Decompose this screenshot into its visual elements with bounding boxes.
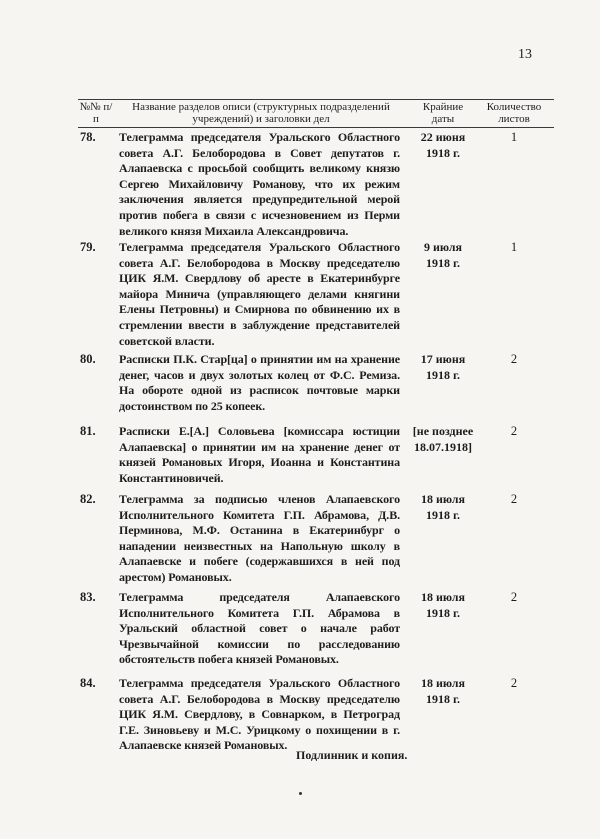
entry-number: 84. bbox=[80, 676, 96, 690]
ink-dot bbox=[299, 792, 302, 795]
entry-sheets: 2 bbox=[510, 676, 518, 690]
entry-sheets: 2 bbox=[510, 352, 518, 366]
entry-dates: [не позднее 18.07.1918] bbox=[412, 424, 474, 454]
entry-dates: 9 июля 1918 г. bbox=[423, 240, 462, 270]
entry-dates: 18 июля 1918 г. bbox=[420, 676, 465, 706]
entry-dates: 18 июля 1918 г. bbox=[420, 492, 465, 522]
entry-sheets: 2 bbox=[510, 492, 518, 506]
entry-number: 79. bbox=[80, 240, 96, 254]
entry-dates: 18 июля 1918 г. bbox=[420, 590, 465, 620]
entry-title: Телеграмма председателя Уральского Областного совета А.Г. Белобородова в Москву председателю ЦИК Я.М. Свердлову об аресте в Екатеринбурге майора Минича (управляющего делами княгини Елены Петровны) и Смирнова по обвинению их в стремлении ввести в заблуждение представителей советской власти. bbox=[119, 240, 400, 348]
entry-sheets: 2 bbox=[510, 590, 518, 604]
header-bottom-rule bbox=[78, 127, 554, 128]
page-number: 13 bbox=[518, 47, 532, 62]
entry-title: Расписки Е.[А.] Соловьева [комиссара юстиции Алапаевска] о принятии им на хранение денег от князей Романовых Игоря, Иоанна и Константина Константиновичей. bbox=[119, 424, 400, 485]
header-number: №№ п/п bbox=[79, 101, 113, 125]
header-title: Название разделов описи (структурных подразделений учреждений) и заголовки дел bbox=[132, 101, 390, 125]
footer-note: Подлинник и копия. bbox=[296, 748, 408, 762]
entry-number: 78. bbox=[80, 130, 96, 144]
entry-title: Телеграмма за подписью членов Алапаевского Исполнительного Комитета Г.П. Абрамова, Д.В. Перминова, М.Ф. Останина в Екатеринбург о нападении неизвестных на Напольную школу в Алапаевске и побеге (содержавшихся в ней под арестом) Романовых. bbox=[119, 492, 400, 584]
entry-number: 81. bbox=[80, 424, 96, 438]
entry-title: Расписки П.К. Стар[ца] о принятии им на хранение денег, часов и двух золотых колец от Ф.С. Ремиза. На обороте одной из расписок почтовые марки достоинством по 25 копеек. bbox=[119, 352, 400, 413]
header-sheets: Количество листов bbox=[486, 101, 542, 125]
entry-sheets: 1 bbox=[510, 240, 518, 254]
entry-number: 80. bbox=[80, 352, 96, 366]
entry-number: 82. bbox=[80, 492, 96, 506]
header-top-rule bbox=[78, 99, 554, 100]
header-dates: Крайние даты bbox=[422, 101, 464, 125]
entry-title: Телеграмма председателя Алапаевского Исполнительного Комитета Г.П. Абрамова в Уральский областной совет о начале работ Чрезвычайной комиссии по расследованию обстоятельств побега князей Романовых. bbox=[119, 590, 400, 667]
entry-title: Телеграмма председателя Уральского Областного совета А.Г. Белобородова в Москву председателю ЦИК Я.М. Свердлову, в Совнарком, в Петроград Г.Е. Зиновьеву и М.С. Урицкому о похищении в г. Алапаевске князей Романовых. bbox=[119, 676, 400, 753]
entry-number: 83. bbox=[80, 590, 96, 604]
entry-dates: 17 июня 1918 г. bbox=[420, 352, 466, 382]
entry-dates: 22 июня 1918 г. bbox=[420, 130, 466, 160]
entry-sheets: 1 bbox=[510, 130, 518, 144]
entry-sheets: 2 bbox=[510, 424, 518, 438]
entry-title: Телеграмма председателя Уральского Областного совета А.Г. Белобородова в Совет депутатов г. Алапаевска с просьбой сообщить великому князю Сергею Михайловичу Романову, что их режим заключения является предупредительной мерой против побега в связи с исчезновением из Перми великого князя Михаила Александровича. bbox=[119, 130, 400, 238]
